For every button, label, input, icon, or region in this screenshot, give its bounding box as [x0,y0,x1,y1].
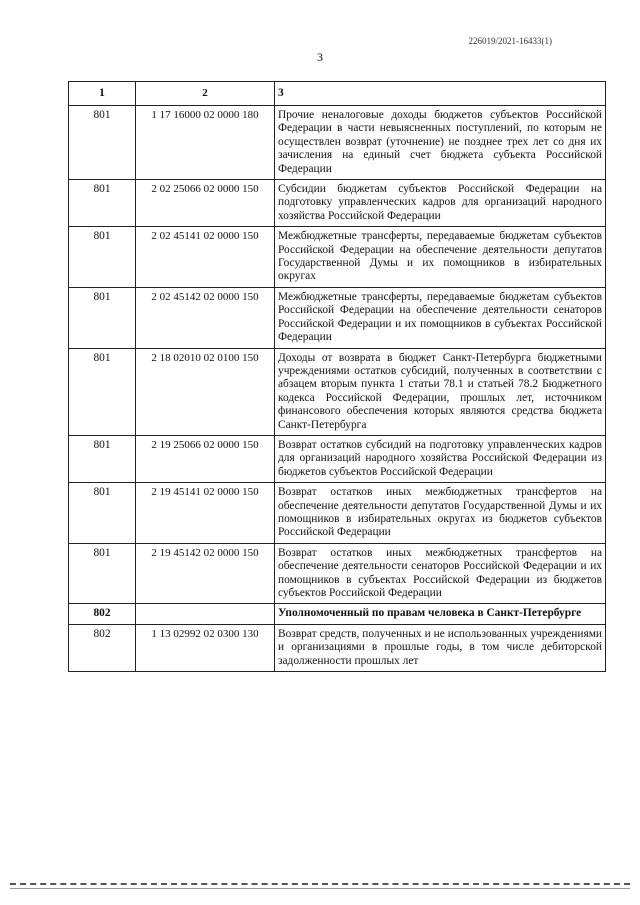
table-row [69,227,606,288]
document-id: 226019/2021-16433(1) [468,36,552,46]
kbk-code-cell: 2 02 25066 02 0000 150 [136,180,275,227]
admin-code-cell: 802 [69,604,136,624]
column-header-3: 3 [275,82,606,106]
description-cell: Межбюджетные трансферты, передаваемые бюджетам субъектов Российской Федерации на обеспечение деятельности депутатов Государственной Думы и их помощников в избирательных округах [275,227,606,288]
description-cell: Прочие неналоговые доходы бюджетов субъектов Российской Федерации в части невыясненных поступлений, по которым не осуществлен возврат (уточнение) не позднее трех лет со дня их зачисления на единый счет бюджета субъекта Российской Федерации [275,106,606,180]
kbk-code-cell: 2 18 02010 02 0100 150 [136,348,275,435]
table-row [69,348,606,435]
admin-code-cell: 801 [69,287,136,348]
page-number: 3 [317,50,323,64]
kbk-code-cell: 2 02 45141 02 0000 150 [136,227,275,288]
kbk-code-cell: 2 02 45142 02 0000 150 [136,287,275,348]
admin-code-cell: 801 [69,106,136,180]
admin-code-cell: 801 [69,543,136,604]
column-header-1: 1 [69,82,136,106]
admin-code-cell: 801 [69,435,136,482]
description-cell: Межбюджетные трансферты, передаваемые бюджетам субъектов Российской Федерации на обеспечение деятельности сенаторов Российской Федерации и их помощников в субъектах Российской Федерации [275,287,606,348]
description-cell: Возврат остатков иных межбюджетных трансфертов на обеспечение деятельности сенаторов Российской Федерации и их помощников в субъектах Российской Федерации из бюджетов субъектов Российской Федерации [275,543,606,604]
footer-divider-thin [10,888,630,889]
table-header-row [69,82,606,106]
description-cell: Возврат остатков иных межбюджетных трансфертов на обеспечение деятельности депутатов Государственной Думы и их помощников в избирательных округах из бюджетов субъектов Российской Федерации [275,483,606,544]
table-row [69,543,606,604]
admin-code-cell: 802 [69,624,136,671]
admin-code-cell: 801 [69,348,136,435]
table-row [69,106,606,180]
description-cell: Субсидии бюджетам субъектов Российской Федерации на подготовку управленческих кадров для организаций народного хозяйства Российской Федерации [275,180,606,227]
column-header-2: 2 [136,82,275,106]
table-row [69,624,606,671]
administrator-name-cell: Уполномоченный по правам человека в Санкт-Петербурге [275,604,606,624]
table-row-section-header [69,604,606,624]
kbk-code-cell: 2 19 25066 02 0000 150 [136,435,275,482]
table-row [69,180,606,227]
description-cell: Возврат средств, полученных и не использованных учреждениями и организациями в прошлые годы, в том числе дебиторской задолженности прошлых лет [275,624,606,671]
admin-code-cell: 801 [69,180,136,227]
kbk-code-cell: 1 13 02992 02 0300 130 [136,624,275,671]
kbk-code-cell: 2 19 45141 02 0000 150 [136,483,275,544]
description-cell: Возврат остатков субсидий на подготовку управленческих кадров для организаций народного хозяйства Российской Федерации из бюджетов субъектов Российской Федерации [275,435,606,482]
kbk-code-cell: 2 19 45142 02 0000 150 [136,543,275,604]
table-row [69,435,606,482]
admin-code-cell: 801 [69,227,136,288]
description-cell: Доходы от возврата в бюджет Санкт-Петербурга бюджетными учреждениями остатков субсидий, полученных в соответствии с абзацем вторым пункта 1 статьи 78.1 и статьей 78.2 Бюджетного кодекса Российской Федерации, прошлых лет, источником финансового обеспечения которых являются средства бюджета Санкт-Петербурга [275,348,606,435]
kbk-code-cell: 1 17 16000 02 0000 180 [136,106,275,180]
admin-code-cell: 801 [69,483,136,544]
income-codes-table [68,81,606,672]
table-row [69,287,606,348]
table-row [69,483,606,544]
footer-divider [10,883,630,885]
kbk-code-cell [136,604,275,624]
